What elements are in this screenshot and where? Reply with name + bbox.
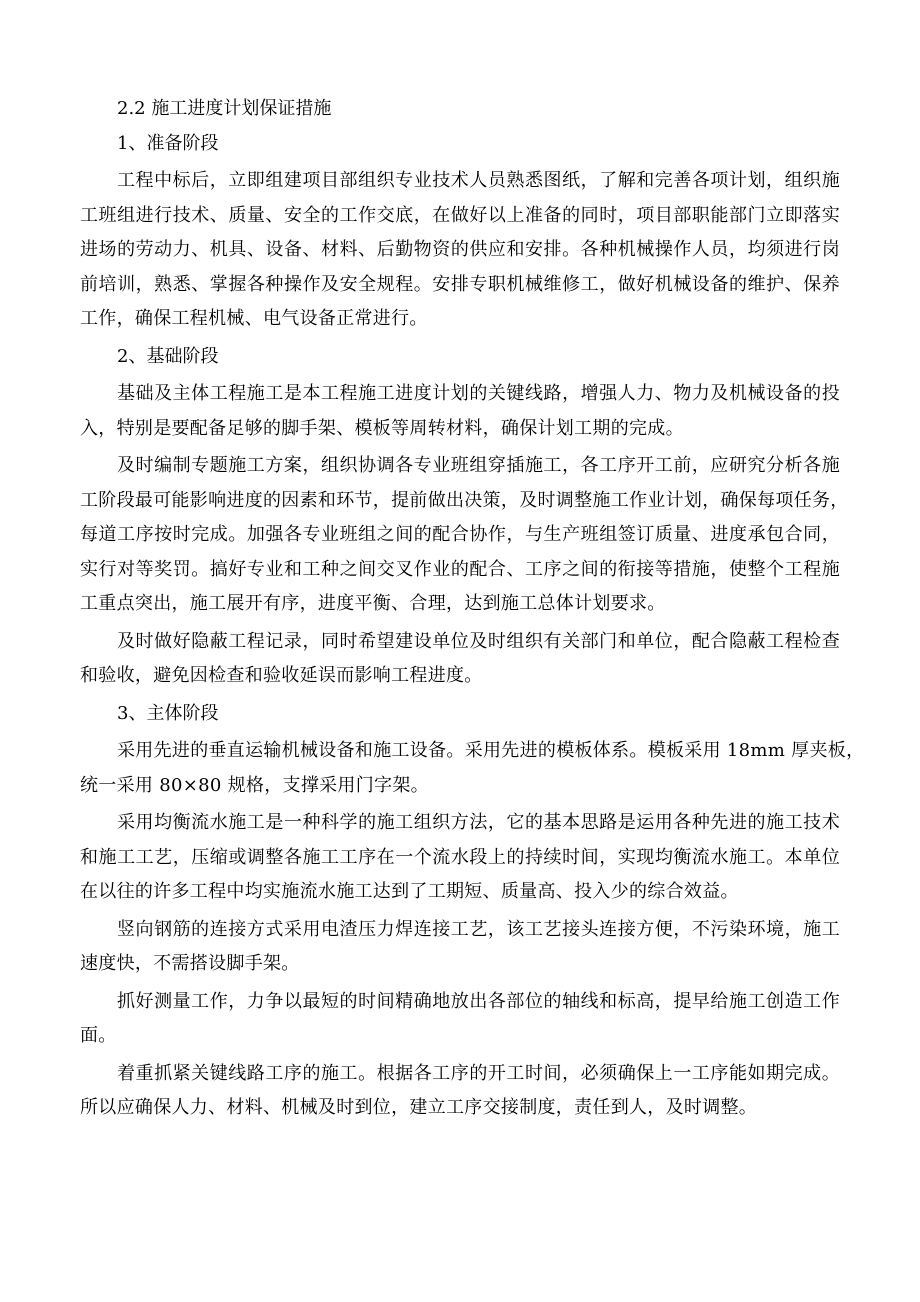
body-paragraph	[80, 734, 865, 803]
paragraph-line: 工阶段最可能影响进度的因素和环节，提前做出决策，及时调整施工作业计划，确保每项任务，	[80, 489, 849, 511]
paragraph-line: 竖向钢筋的连接方式采用电渣压力焊连接工艺，该工艺接头连接方便，不污染环境，施工	[117, 918, 840, 940]
section-title: 2.2 施工进度计划保证措施	[117, 98, 332, 119]
body-paragraph	[80, 1057, 840, 1126]
paragraph-line: 着重抓紧关键线路工序的施工。根据各工序的开工时间，必须确保上一工序能如期完成。	[117, 1062, 840, 1084]
heading-text: 1、准备阶段	[117, 132, 219, 154]
body-paragraph	[80, 164, 840, 337]
body-paragraph	[80, 806, 840, 910]
paragraph-line: 前培训，熟悉、掌握各种操作及安全规程。安排专职机械维修工，做好机械设备的维护、保养	[80, 273, 840, 295]
paragraph-line: 采用均衡流水施工是一种科学的施工组织方法，它的基本思路是运用各种先进的施工技术	[117, 812, 840, 833]
heading-text: 2、基础阶段	[117, 345, 219, 367]
paragraph-line: 统一采用 80×80 规格，支撑采用门字架。	[80, 774, 429, 796]
paragraph-line: 工班组进行技术、质量、安全的工作交底，在做好以上准备的同时，项目部职能部门立即落实	[80, 204, 840, 226]
paragraph-line: 速度快，不需搭设脚手架。	[80, 953, 300, 974]
paragraph-line: 抓好测量工作，力争以最短的时间精确地放出各部位的轴线和标高，提早给施工创造工作	[117, 990, 840, 1012]
paragraph-line: 及时做好隐蔽工程记录，同时希望建设单位及时组织有关部门和单位，配合隐蔽工程检查	[117, 630, 840, 652]
paragraph-line: 工重点突出，施工展开有序，进度平衡、合理，达到施工总体计划要求。	[80, 593, 666, 614]
paragraph-line: 采用先进的垂直运输机械设备和施工设备。采用先进的模板体系。模板采用 18mm 厚夹板，	[117, 740, 865, 761]
body-paragraph	[80, 985, 840, 1054]
subsection-heading	[80, 697, 840, 732]
document-body	[80, 127, 865, 1126]
body-paragraph	[80, 913, 840, 982]
paragraph-line: 进场的劳动力、机具、设备、材料、后勤物资的供应和安排。各种机械操作人员，均须进行岗	[80, 239, 840, 260]
paragraph-line: 每道工序按时完成。加强各专业班组之间的配合协作，与生产班组签订质量、进度承包合同，	[80, 524, 840, 545]
paragraph-line: 在以往的许多工程中均实施流水施工达到了工期短、质量高、投入少的综合效益。	[80, 881, 739, 902]
paragraph-line: 及时编制专题施工方案，组织协调各专业班组穿插施工，各工序开工前，应研究分析各施	[117, 455, 840, 476]
paragraph-line: 所以应确保人力、材料、机械及时到位，建立工序交接制度，责任到人，及时调整。	[80, 1097, 758, 1118]
paragraph-line: 工作，确保工程机械、电气设备正常进行。	[80, 308, 428, 329]
paragraph-line: 基础及主体工程施工是本工程施工进度计划的关键线路，增强人力、物力及机械设备的投	[117, 383, 840, 404]
paragraph-line: 实行对等奖罚。搞好专业和工种之间交叉作业的配合、工序之间的衔接等措施，使整个工程施	[80, 558, 840, 580]
body-paragraph	[80, 625, 840, 694]
heading-text: 3、主体阶段	[117, 702, 219, 724]
body-paragraph	[80, 449, 849, 622]
paragraph-line: 入，特别是要配备足够的脚手架、模板等周转材料，确保计划工期的完成。	[80, 417, 684, 439]
paragraph-line: 和施工工艺，压缩或调整各施工工序在一个流水段上的持续时间，实现均衡流水施工。本单位	[80, 846, 840, 868]
subsection-heading	[80, 127, 840, 162]
paragraph-line: 和验收，避免因检查和验收延误而影响工程进度。	[80, 665, 483, 686]
body-paragraph	[80, 377, 840, 446]
paragraph-line: 工程中标后，立即组建项目部组织专业技术人员熟悉图纸，了解和完善各项计划，组织施	[117, 170, 840, 191]
document-page	[80, 92, 865, 1129]
paragraph-line: 面。	[80, 1025, 117, 1046]
subsection-heading	[80, 340, 840, 375]
